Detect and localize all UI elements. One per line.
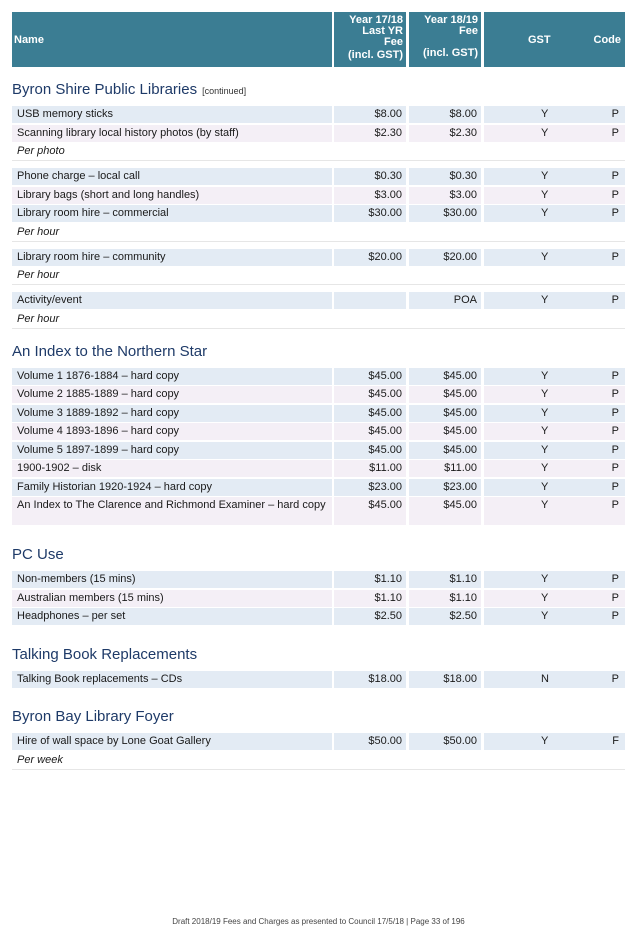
fee-year-18-19: $45.00 bbox=[409, 423, 481, 440]
header-year1-line2: Last YR bbox=[362, 25, 403, 37]
unit-note: Per hour bbox=[12, 266, 625, 285]
fee-name: Volume 5 1897-1899 – hard copy bbox=[12, 442, 332, 459]
code-value: P bbox=[611, 480, 619, 493]
fee-year-18-19: $45.00 bbox=[409, 442, 481, 459]
fee-year-18-19: $45.00 bbox=[409, 368, 481, 385]
header-year2-line1: Year 18/19 bbox=[424, 14, 478, 26]
gst-value: Y bbox=[541, 591, 549, 604]
fee-name: Talking Book replacements – CDs bbox=[12, 671, 332, 688]
table-row bbox=[12, 385, 625, 404]
header-gst-code bbox=[484, 12, 625, 67]
group-spacer bbox=[12, 526, 625, 532]
header-year1-incl: (incl. GST) bbox=[348, 49, 403, 61]
fee-year-17-18: $1.10 bbox=[334, 571, 406, 588]
table-row bbox=[12, 404, 625, 423]
gst-code-cell bbox=[484, 442, 625, 459]
header-year-17-18 bbox=[334, 12, 406, 67]
section-title-text: An Index to the Northern Star bbox=[12, 342, 208, 360]
code-value: P bbox=[611, 170, 619, 182]
fee-year-18-19: POA bbox=[409, 292, 481, 309]
fee-name: Library room hire – community bbox=[12, 249, 332, 266]
fee-year-18-19: $30.00 bbox=[409, 205, 481, 222]
fee-name: Volume 4 1893-1896 – hard copy bbox=[12, 423, 332, 440]
section-title-text: Byron Shire Public Libraries bbox=[12, 81, 198, 98]
fee-year-17-18: $20.00 bbox=[334, 249, 406, 266]
table-row bbox=[12, 186, 625, 205]
code-value: P bbox=[611, 672, 619, 685]
gst-value: Y bbox=[541, 207, 549, 219]
code-value: P bbox=[611, 425, 619, 437]
gst-code-cell bbox=[484, 497, 625, 525]
gst-value: Y bbox=[541, 480, 549, 493]
gst-code-cell bbox=[484, 590, 625, 607]
gst-code-cell bbox=[484, 423, 625, 440]
table-row bbox=[12, 367, 625, 386]
gst-value: Y bbox=[541, 294, 549, 306]
section-title bbox=[12, 79, 625, 101]
fee-year-17-18: $2.50 bbox=[334, 608, 406, 625]
code-value: P bbox=[611, 591, 619, 604]
header-year1-line3: Fee bbox=[384, 36, 403, 48]
section-title-note: [continued] bbox=[202, 86, 247, 96]
fee-name: An Index to The Clarence and Richmond Examiner – hard copy bbox=[12, 497, 332, 525]
fee-year-18-19: $2.30 bbox=[409, 125, 481, 142]
fee-name: Australian members (15 mins) bbox=[12, 590, 332, 607]
fee-name: Phone charge – local call bbox=[12, 168, 332, 185]
gst-value: Y bbox=[541, 499, 549, 511]
fee-name: Volume 2 1885-1889 – hard copy bbox=[12, 386, 332, 403]
fee-name: Family Historian 1920-1924 – hard copy bbox=[12, 479, 332, 496]
fee-year-17-18: $11.00 bbox=[334, 460, 406, 477]
gst-code-cell bbox=[484, 368, 625, 385]
gst-value: Y bbox=[541, 108, 549, 120]
section-title bbox=[12, 644, 625, 666]
table-row bbox=[12, 478, 625, 497]
fee-year-18-19: $0.30 bbox=[409, 168, 481, 185]
fee-name: Library room hire – commercial bbox=[12, 205, 332, 222]
sections-container bbox=[12, 79, 625, 770]
fee-year-17-18: $50.00 bbox=[334, 733, 406, 750]
code-value: P bbox=[611, 108, 619, 120]
fee-year-18-19: $45.00 bbox=[409, 386, 481, 403]
header-year-18-19 bbox=[409, 12, 481, 67]
fee-year-18-19: $50.00 bbox=[409, 733, 481, 750]
fee-name: Hire of wall space by Lone Goat Gallery bbox=[12, 733, 332, 750]
code-value: P bbox=[611, 406, 619, 419]
table-row bbox=[12, 124, 625, 143]
fee-year-18-19: $1.10 bbox=[409, 571, 481, 588]
table-row bbox=[12, 248, 625, 267]
header-name: Name bbox=[12, 12, 332, 67]
gst-code-cell bbox=[484, 187, 625, 204]
gst-value: Y bbox=[541, 406, 549, 419]
fee-year-18-19: $1.10 bbox=[409, 590, 481, 607]
gst-code-cell bbox=[484, 733, 625, 750]
gst-code-cell bbox=[484, 460, 625, 477]
fee-year-18-19: $20.00 bbox=[409, 249, 481, 266]
gst-value: Y bbox=[541, 369, 549, 382]
gst-code-cell bbox=[484, 292, 625, 309]
header-year2-incl: (incl. GST) bbox=[423, 47, 478, 59]
gst-value: Y bbox=[541, 462, 549, 474]
fee-year-17-18: $23.00 bbox=[334, 479, 406, 496]
gst-code-cell bbox=[484, 571, 625, 588]
fee-year-17-18: $3.00 bbox=[334, 187, 406, 204]
table-row bbox=[12, 496, 625, 526]
gst-code-cell bbox=[484, 125, 625, 142]
header-gst: GST bbox=[528, 33, 551, 46]
section-title bbox=[12, 544, 625, 566]
code-value: P bbox=[611, 188, 619, 201]
fee-year-17-18: $45.00 bbox=[334, 423, 406, 440]
table-row bbox=[12, 441, 625, 460]
fee-name: Volume 1 1876-1884 – hard copy bbox=[12, 368, 332, 385]
gst-value: Y bbox=[541, 388, 549, 400]
code-value: P bbox=[611, 462, 619, 474]
fee-year-18-19: $18.00 bbox=[409, 671, 481, 688]
fee-name: Non-members (15 mins) bbox=[12, 571, 332, 588]
fee-year-17-18: $18.00 bbox=[334, 671, 406, 688]
unit-note: Per hour bbox=[12, 223, 625, 242]
code-value: F bbox=[612, 735, 619, 747]
code-value: P bbox=[611, 126, 619, 139]
section-title bbox=[12, 341, 625, 363]
table-row bbox=[12, 291, 625, 310]
table-row bbox=[12, 459, 625, 478]
table-row bbox=[12, 589, 625, 608]
header-year2-line2: Fee bbox=[459, 25, 478, 37]
group-spacer bbox=[12, 688, 625, 694]
fee-name: Library bags (short and long handles) bbox=[12, 187, 332, 204]
fee-year-17-18: $30.00 bbox=[334, 205, 406, 222]
fee-year-17-18: $8.00 bbox=[334, 106, 406, 123]
gst-code-cell bbox=[484, 405, 625, 422]
table-row bbox=[12, 570, 625, 589]
fee-name: Volume 3 1889-1892 – hard copy bbox=[12, 405, 332, 422]
fee-year-17-18: $45.00 bbox=[334, 497, 406, 525]
code-value: P bbox=[611, 499, 619, 511]
table-row bbox=[12, 204, 625, 223]
unit-note: Per hour bbox=[12, 310, 625, 329]
gst-value: Y bbox=[541, 443, 549, 456]
table-row bbox=[12, 670, 625, 689]
code-value: P bbox=[611, 369, 619, 382]
gst-code-cell bbox=[484, 106, 625, 123]
fee-year-18-19: $2.50 bbox=[409, 608, 481, 625]
fee-year-18-19: $3.00 bbox=[409, 187, 481, 204]
gst-code-cell bbox=[484, 168, 625, 185]
gst-code-cell bbox=[484, 671, 625, 688]
gst-code-cell bbox=[484, 608, 625, 625]
gst-code-cell bbox=[484, 249, 625, 266]
gst-code-cell bbox=[484, 205, 625, 222]
code-value: P bbox=[611, 573, 619, 585]
table-row bbox=[12, 607, 625, 626]
unit-note: Per week bbox=[12, 751, 625, 770]
code-value: P bbox=[611, 443, 619, 456]
header-year1-line1: Year 17/18 bbox=[349, 14, 403, 26]
fee-year-18-19: $45.00 bbox=[409, 497, 481, 525]
code-value: P bbox=[611, 294, 619, 306]
fee-year-17-18: $45.00 bbox=[334, 442, 406, 459]
code-value: P bbox=[611, 207, 619, 219]
fee-year-17-18: $45.00 bbox=[334, 405, 406, 422]
section-title-text: Byron Bay Library Foyer bbox=[12, 708, 174, 725]
gst-value: Y bbox=[541, 735, 549, 747]
gst-value: Y bbox=[541, 188, 549, 201]
section-title bbox=[12, 706, 625, 728]
fee-year-17-18 bbox=[334, 292, 406, 309]
gst-value: Y bbox=[541, 425, 549, 437]
section-title-text: PC Use bbox=[12, 546, 64, 563]
group-spacer bbox=[12, 626, 625, 632]
fee-name: 1900-1902 – disk bbox=[12, 460, 332, 477]
gst-code-cell bbox=[484, 386, 625, 403]
fee-name: Activity/event bbox=[12, 292, 332, 309]
gst-value: Y bbox=[541, 250, 549, 263]
gst-value: Y bbox=[541, 126, 549, 139]
code-value: P bbox=[611, 250, 619, 263]
gst-value: Y bbox=[541, 610, 549, 622]
fee-year-18-19: $45.00 bbox=[409, 405, 481, 422]
fee-year-17-18: $0.30 bbox=[334, 168, 406, 185]
fee-year-17-18: $2.30 bbox=[334, 125, 406, 142]
gst-value: Y bbox=[541, 573, 549, 585]
header-code: Code bbox=[593, 33, 621, 46]
table-row bbox=[12, 167, 625, 186]
fee-year-18-19: $11.00 bbox=[409, 460, 481, 477]
fee-year-18-19: $23.00 bbox=[409, 479, 481, 496]
gst-code-cell bbox=[484, 479, 625, 496]
fee-name: Scanning library local history photos (by staff) bbox=[12, 125, 332, 142]
table-row bbox=[12, 732, 625, 751]
fee-year-17-18: $1.10 bbox=[334, 590, 406, 607]
fee-year-17-18: $45.00 bbox=[334, 368, 406, 385]
fees-table-page bbox=[12, 12, 625, 776]
gst-value: N bbox=[541, 672, 549, 685]
code-value: P bbox=[611, 610, 619, 622]
fee-year-18-19: $8.00 bbox=[409, 106, 481, 123]
fee-name: Headphones – per set bbox=[12, 608, 332, 625]
table-row bbox=[12, 105, 625, 124]
fee-name: USB memory sticks bbox=[12, 106, 332, 123]
gst-value: Y bbox=[541, 170, 549, 182]
page-footer: Draft 2018/19 Fees and Charges as presented to Council 17/5/18 | Page 33 of 196 bbox=[172, 917, 465, 926]
table-header bbox=[12, 12, 625, 67]
code-value: P bbox=[611, 388, 619, 400]
section-title-text: Talking Book Replacements bbox=[12, 645, 198, 663]
unit-note: Per photo bbox=[12, 142, 625, 161]
fee-year-17-18: $45.00 bbox=[334, 386, 406, 403]
table-row bbox=[12, 422, 625, 441]
